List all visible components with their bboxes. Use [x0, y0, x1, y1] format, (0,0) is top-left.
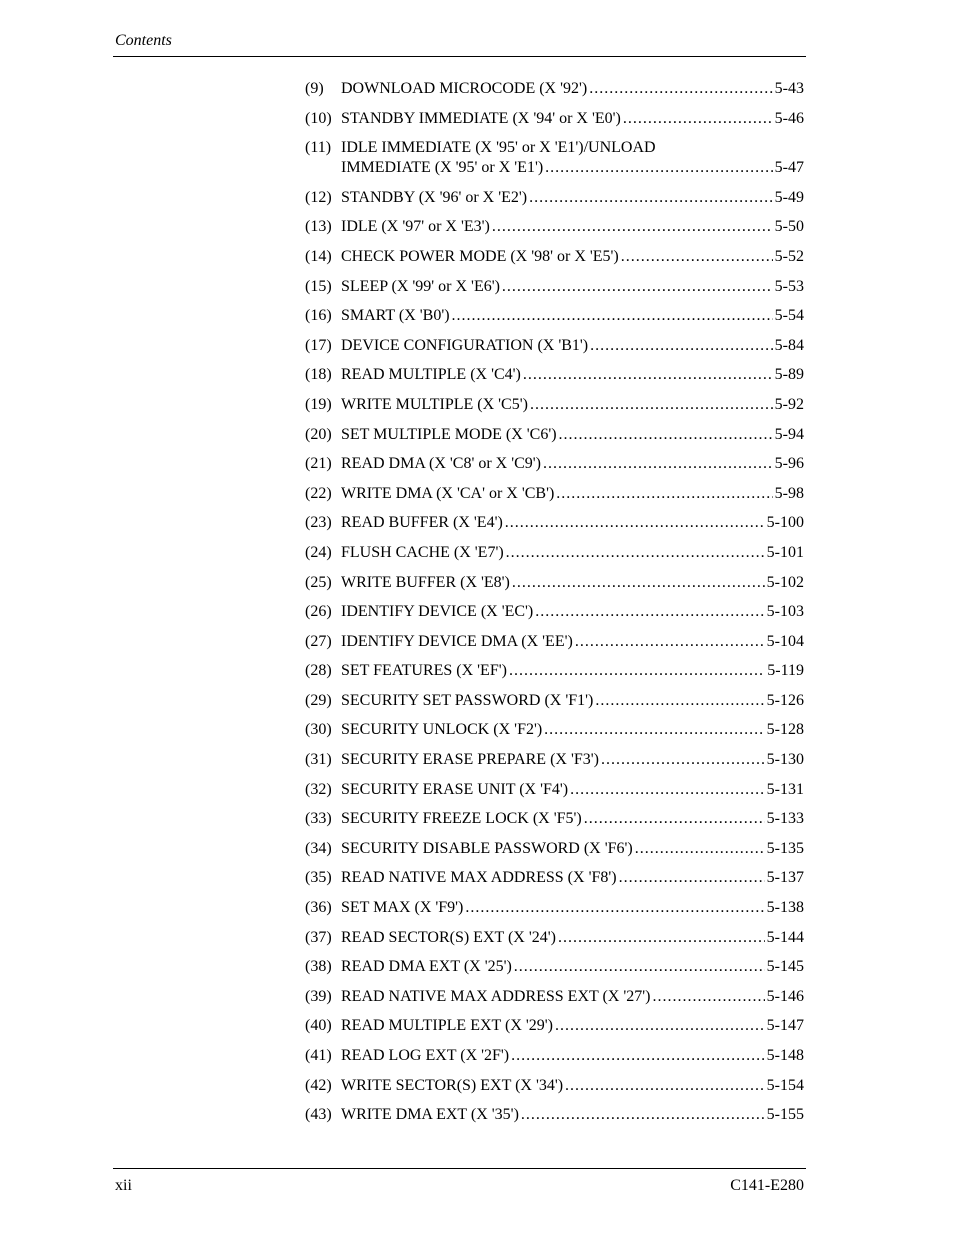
dot-leader [595, 691, 764, 711]
toc-entry-title: READ MULTIPLE (X 'C4') [341, 366, 521, 384]
dot-leader [530, 395, 773, 415]
toc-entry [305, 395, 804, 415]
toc-entry-title: WRITE BUFFER (X 'E8') [341, 573, 510, 591]
toc-entry [305, 602, 804, 622]
toc-entry-page: 5-52 [774, 247, 804, 265]
dot-leader [652, 987, 764, 1007]
toc-entry [305, 336, 804, 356]
toc-entry-number: (18) [305, 366, 332, 384]
toc-entry-title: READ MULTIPLE EXT (X '29') [341, 1017, 553, 1035]
toc-entry-title: READ NATIVE MAX ADDRESS EXT (X '27') [341, 987, 651, 1005]
toc-entry-title: DEVICE CONFIGURATION (X 'B1') [341, 336, 589, 354]
toc-entry-number: (22) [305, 484, 332, 502]
toc-entry [305, 750, 804, 770]
dot-leader [545, 158, 773, 178]
toc-entry-page: 5-104 [766, 632, 804, 650]
toc-entry-number: (29) [305, 691, 332, 709]
toc-entry-number: (13) [305, 218, 332, 236]
toc-entry-page: 5-138 [766, 899, 804, 917]
toc-entry-title: READ LOG EXT (X '2F') [341, 1047, 510, 1064]
toc-entry-title: IDLE IMMEDIATE (X '95' or X 'E1')/UNLOAD [341, 139, 656, 157]
toc-entry [305, 306, 804, 326]
dot-leader [521, 1105, 765, 1125]
toc-entry-page: 5-100 [766, 514, 804, 532]
toc-entry-number: (30) [305, 721, 332, 739]
dot-leader [502, 277, 773, 297]
toc-entry [305, 543, 804, 563]
toc-entry-page: 5-145 [766, 958, 804, 976]
dot-leader [544, 720, 765, 740]
toc-entry [305, 868, 804, 888]
toc-entry-number: (40) [305, 1017, 332, 1035]
toc-entry-title: IMMEDIATE (X '95' or X 'E1') [341, 159, 544, 177]
toc-entry-number: (27) [305, 632, 332, 650]
toc-entry-number: (11) [305, 139, 332, 157]
toc-entry [305, 109, 804, 129]
toc-entry [305, 484, 804, 504]
toc-entry-title: WRITE MULTIPLE (X 'C5') [341, 395, 528, 413]
toc-entry-page: 5-46 [774, 109, 804, 127]
toc-entry-title: SECURITY ERASE PREPARE (X 'F3') [341, 751, 599, 769]
running-header: Contents [115, 32, 172, 49]
toc-entry-page: 5-103 [766, 603, 804, 621]
toc-entry [305, 957, 804, 977]
toc-entry-title: SET MULTIPLE MODE (X 'C6') [341, 425, 557, 443]
toc-entry-number: (26) [305, 603, 332, 621]
toc-entry-page: 5-155 [766, 1106, 804, 1124]
toc-entry-title: SECURITY UNLOCK (X 'F2') [341, 721, 543, 739]
toc-entry-number: (36) [305, 899, 332, 917]
toc-entry-title: IDENTIFY DEVICE DMA (X 'EE') [341, 632, 573, 650]
toc-entry-page: 5-126 [766, 691, 804, 709]
toc-entry-title: SECURITY FREEZE LOCK (X 'F5') [341, 810, 582, 828]
toc-entry-title: STANDBY (X '96' or X 'E2') [341, 188, 528, 206]
toc-entry [305, 365, 804, 385]
toc-entry-number: (25) [305, 573, 332, 591]
toc-entry [305, 632, 804, 652]
toc-entry-number: (28) [305, 662, 332, 680]
toc-entry [305, 661, 804, 681]
toc-entry [305, 138, 804, 178]
toc-entry-title: READ NATIVE MAX ADDRESS (X 'F8') [341, 869, 617, 887]
toc-entry [305, 928, 804, 948]
dot-leader [492, 217, 773, 237]
toc-entry-page: 5-135 [766, 839, 804, 857]
dot-leader [506, 543, 765, 563]
header-rule [113, 56, 806, 57]
toc-entry-title: WRITE DMA (X 'CA' or X 'CB') [341, 484, 555, 502]
toc-entry-number: (33) [305, 810, 332, 828]
toc-entry-page: 5-53 [774, 277, 804, 295]
toc-entry-page: 5-98 [774, 484, 804, 502]
toc-entry-title: SET MAX (X 'F9') [341, 899, 464, 917]
toc-entry-page: 5-154 [766, 1076, 804, 1094]
toc-entry [305, 277, 804, 297]
toc-entry [305, 691, 804, 711]
toc-entry-page: 5-89 [774, 366, 804, 384]
toc-entry [305, 1046, 804, 1066]
toc-entry [305, 79, 804, 99]
dot-leader [555, 1016, 765, 1036]
toc-entry-title: DOWNLOAD MICROCODE (X '92') [341, 80, 588, 97]
toc-entry-title: IDLE (X '97' or X 'E3') [341, 218, 490, 236]
toc-entry-number: (19) [305, 395, 332, 413]
toc-entry-page: 5-148 [766, 1047, 804, 1064]
toc-entry [305, 898, 804, 918]
dot-leader [509, 661, 765, 681]
toc-entry-page: 5-144 [766, 928, 804, 946]
toc-entry-title: READ BUFFER (X 'E4') [341, 514, 503, 532]
toc-entry-page: 5-119 [767, 662, 804, 680]
toc-entry [305, 573, 804, 593]
dot-leader [529, 188, 773, 208]
toc-entry-number: (43) [305, 1106, 332, 1124]
document-code: C141-E280 [730, 1177, 804, 1194]
toc-entry-page: 5-137 [766, 869, 804, 887]
toc-entry-page: 5-147 [766, 1017, 804, 1035]
dot-leader [590, 336, 773, 356]
toc-entry [305, 247, 804, 267]
dot-leader [514, 957, 765, 977]
dot-leader [465, 898, 764, 918]
footer-rule [113, 1168, 806, 1169]
dot-leader [619, 868, 765, 888]
toc-entry-number: (16) [305, 307, 332, 325]
dot-leader [623, 109, 773, 129]
toc-entry-number: (10) [305, 109, 332, 127]
toc-entry-number: (37) [305, 928, 332, 946]
toc-entry-page: 5-102 [766, 573, 804, 591]
toc-entry-number: (17) [305, 336, 332, 354]
toc-entry-title: STANDBY IMMEDIATE (X '94' or X 'E0') [341, 109, 621, 127]
toc-entry-number: (21) [305, 455, 332, 473]
toc-entry-page: 5-54 [774, 307, 804, 325]
toc-entry-title: SET FEATURES (X 'EF') [341, 662, 507, 680]
toc-entry [305, 1076, 804, 1096]
toc-entry [305, 188, 804, 208]
toc-entry-number: (15) [305, 277, 332, 295]
toc-entry-title: SECURITY ERASE UNIT (X 'F4') [341, 780, 569, 798]
dot-leader [570, 780, 765, 800]
toc-entry-number: (34) [305, 839, 332, 857]
toc-entry [305, 780, 804, 800]
dot-leader [523, 365, 773, 385]
toc-entry-title: IDENTIFY DEVICE (X 'EC') [341, 603, 534, 621]
toc-entry-page: 5-94 [774, 425, 804, 443]
dot-leader [565, 1076, 765, 1096]
dot-leader [559, 425, 773, 445]
toc-entry-number: (14) [305, 247, 332, 265]
toc-entry-number: (24) [305, 543, 332, 561]
toc-entry-number: (42) [305, 1076, 332, 1094]
dot-leader [505, 513, 765, 533]
toc-entry [305, 720, 804, 740]
toc-entry [305, 217, 804, 237]
toc-entry-number: (35) [305, 869, 332, 887]
toc-entry-page: 5-128 [766, 721, 804, 739]
toc-entry-title: WRITE DMA EXT (X '35') [341, 1106, 519, 1124]
toc-entry-title: WRITE SECTOR(S) EXT (X '34') [341, 1076, 564, 1094]
dot-leader [635, 839, 765, 859]
toc-entry-title: SECURITY DISABLE PASSWORD (X 'F6') [341, 839, 633, 857]
table-of-contents [305, 79, 804, 1135]
dot-leader [621, 247, 773, 267]
dot-leader [512, 573, 765, 593]
toc-entry-page: 5-50 [774, 218, 804, 236]
toc-entry-page: 5-92 [774, 395, 804, 413]
toc-entry-number: (20) [305, 425, 332, 443]
toc-entry [305, 425, 804, 445]
dot-leader [601, 750, 765, 770]
toc-entry-number: (31) [305, 751, 332, 769]
dot-leader [511, 1046, 765, 1066]
toc-entry-title: READ DMA EXT (X '25') [341, 958, 512, 976]
toc-entry-page: 5-131 [766, 780, 804, 798]
toc-entry-page: 5-96 [774, 455, 804, 473]
toc-entry-number: (23) [305, 514, 332, 532]
toc-entry [305, 1016, 804, 1036]
toc-entry-number: (9) [305, 80, 324, 97]
toc-entry-page: 5-47 [774, 159, 804, 177]
toc-entry-number: (38) [305, 958, 332, 976]
toc-entry-number: (39) [305, 987, 332, 1005]
toc-entry-title: SECURITY SET PASSWORD (X 'F1') [341, 691, 594, 709]
toc-entry-title: SMART (X 'B0') [341, 307, 450, 325]
dot-leader [452, 306, 773, 326]
toc-entry-number: (32) [305, 780, 332, 798]
toc-entry [305, 513, 804, 533]
toc-entry-page: 5-101 [766, 543, 804, 561]
toc-entry [305, 839, 804, 859]
page-number: xii [115, 1177, 132, 1194]
toc-entry-title: SLEEP (X '99' or X 'E6') [341, 277, 500, 295]
dot-leader [584, 809, 765, 829]
toc-entry-page: 5-133 [766, 810, 804, 828]
toc-entry-title: READ SECTOR(S) EXT (X '24') [341, 928, 556, 946]
toc-entry-page: 5-43 [774, 80, 804, 97]
dot-leader [543, 454, 773, 474]
toc-entry-page: 5-49 [774, 188, 804, 206]
toc-entry-page: 5-146 [766, 987, 804, 1005]
toc-entry-number: (41) [305, 1047, 332, 1064]
dot-leader [558, 928, 765, 948]
toc-entry-page: 5-130 [766, 751, 804, 769]
toc-entry [305, 809, 804, 829]
dot-leader [535, 602, 764, 622]
toc-entry-title: FLUSH CACHE (X 'E7') [341, 543, 504, 561]
toc-entry [305, 1105, 804, 1125]
dot-leader [589, 79, 772, 99]
toc-entry-number: (12) [305, 188, 332, 206]
toc-entry-title: CHECK POWER MODE (X '98' or X 'E5') [341, 247, 619, 265]
toc-entry-title: READ DMA (X 'C8' or X 'C9') [341, 455, 541, 473]
toc-entry-page: 5-84 [774, 336, 804, 354]
dot-leader [556, 484, 772, 504]
dot-leader [575, 632, 765, 652]
toc-entry [305, 454, 804, 474]
toc-entry [305, 987, 804, 1007]
